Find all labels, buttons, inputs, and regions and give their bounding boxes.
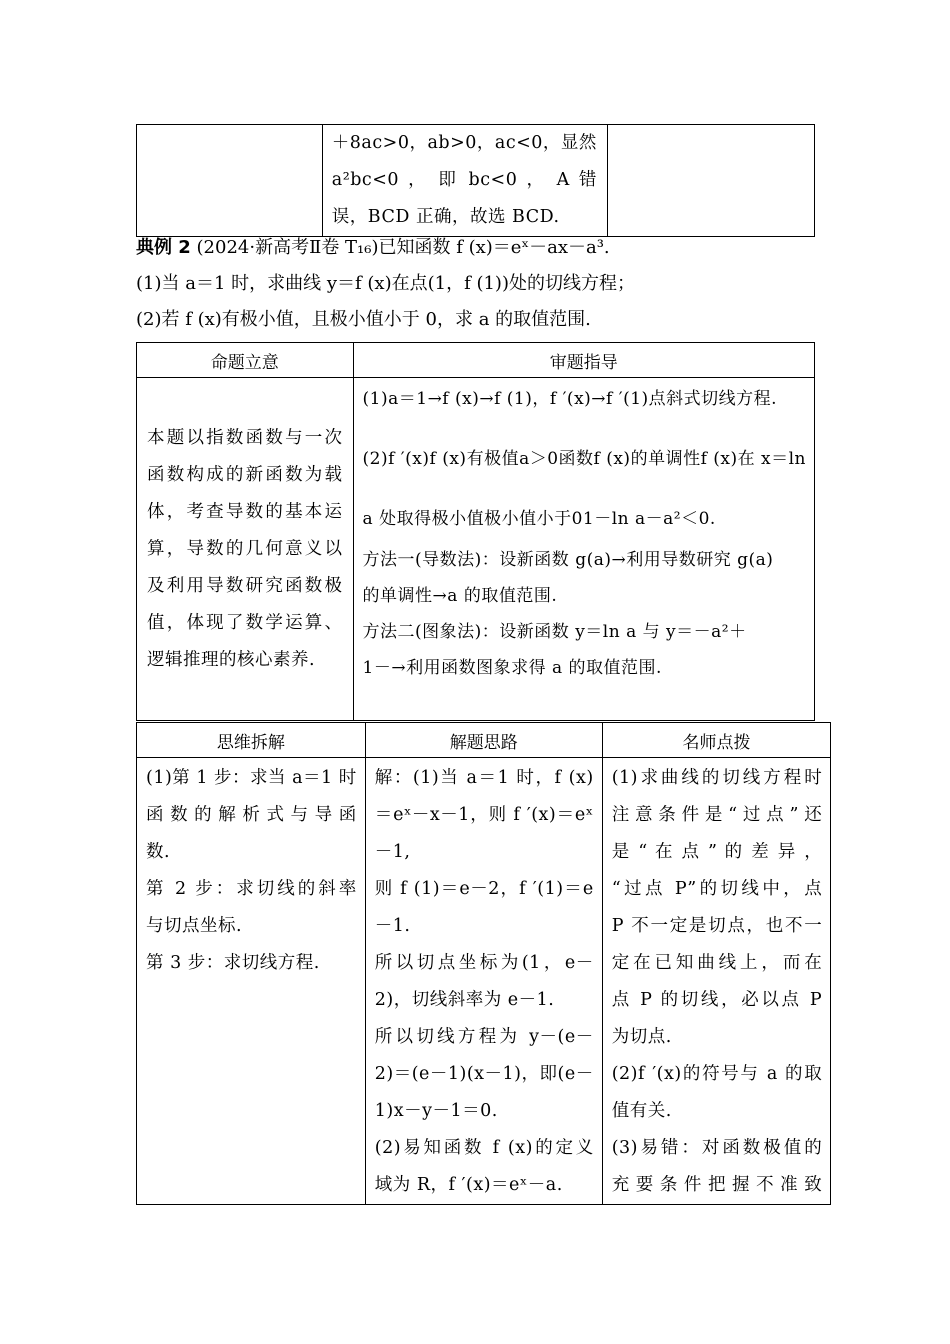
solution-cell <box>365 758 602 1205</box>
top-middle-cell <box>322 125 607 237</box>
tips-line: “过点 P”的切线中，点 <box>611 879 823 899</box>
top-line: ＋8ac>0，ab>0，ac<0，显然 <box>331 133 597 153</box>
top-left-cell <box>137 125 323 237</box>
tips-line: 是 “ 在 点 ” 的 差 异 ， <box>611 842 823 862</box>
intent-line: 及利用导数研究函数极 <box>147 575 343 596</box>
thinking-line: 第 2 步：求切线的斜率 <box>146 879 357 899</box>
top-line: a²bc<0 ， 即 bc<0 ， A 错 <box>331 170 597 190</box>
top-right-cell <box>607 125 814 237</box>
example-source: (2024·新高考Ⅱ卷 T₁₆)已知函数 f (x)＝eˣ－ax－a³. <box>196 237 610 258</box>
solution-line: 则 f (1)＝e－2，f ′(1)＝e <box>374 879 594 899</box>
intent-line: 逻辑推理的核心素养. <box>147 649 316 670</box>
tips-cell <box>602 758 831 1205</box>
header-intent: 命题立意 <box>137 343 354 378</box>
thinking-line: 第 3 步：求切线方程. <box>146 953 320 973</box>
solution-line: 1)x－y－1＝0. <box>374 1101 498 1121</box>
solution-line: 解：(1)当 a＝1 时，f (x) <box>374 768 594 788</box>
intent-cell <box>137 378 354 721</box>
guide-line: 的单调性→a 的取值范围. <box>362 586 558 606</box>
example-label: 典例 2 <box>136 237 191 258</box>
solution-line: (2)易知函数 f (x)的定义 <box>374 1138 594 1158</box>
intent-line: 体，考查导数的基本运 <box>147 501 343 522</box>
intent-line: 本题以指数函数与一次 <box>147 427 343 448</box>
solution-line: －1, <box>374 842 411 862</box>
thinking-line: 数. <box>146 842 171 862</box>
tips-line: 定在已知曲线上，而在 <box>611 953 823 973</box>
header-guide: 审题指导 <box>353 343 814 378</box>
solution-table <box>136 722 831 1205</box>
analysis-table <box>136 342 815 721</box>
guide-line: 方法二(图象法)：设新函数 y＝ln a 与 y＝－a²＋ <box>362 622 747 642</box>
tips-line: 充 要 条 件 把 握 不 准 致 <box>611 1175 823 1195</box>
thinking-line: 函数的解析式与导函 <box>146 805 357 825</box>
solution-line: 所以切线方程为 y－(e－ <box>374 1027 594 1047</box>
example-heading <box>136 230 610 266</box>
thinking-cell <box>137 758 366 1205</box>
solution-line: 2)＝(e－1)(x－1)，即(e－ <box>374 1064 594 1084</box>
guide-cell <box>353 378 814 721</box>
guide-line: (1)a＝1→f (x)→f (1)，f ′(x)→f ′(1)点斜式切线方程. <box>362 389 778 409</box>
solution-line: 2)，切线斜率为 e－1. <box>374 990 555 1010</box>
tips-line: P 不一定是切点，也不一 <box>611 916 823 936</box>
tips-line: (1)求曲线的切线方程时 <box>611 768 823 788</box>
tips-line: (3)易错：对函数极值的 <box>611 1138 823 1158</box>
intent-line: 值，体现了数学运算、 <box>147 612 343 633</box>
top-line: 误，BCD 正确，故选 BCD. <box>331 207 560 227</box>
header-tips: 名师点拨 <box>602 723 831 758</box>
guide-line: (2)f ′(x)f (x)有极值a＞0函数f (x)的单调性f (x)在 x＝ln <box>362 449 806 469</box>
header-thinking: 思维拆解 <box>137 723 366 758</box>
solution-line: 域为 R，f ′(x)＝eˣ－a. <box>374 1175 563 1195</box>
top-table <box>136 124 815 237</box>
question-1: (1)当 a＝1 时，求曲线 y＝f (x)在点(1，f (1))处的切线方程； <box>136 273 635 294</box>
tips-line: 点 P 的切线，必以点 P <box>611 990 823 1010</box>
tips-line: 注意条件是“过点”还 <box>611 805 823 825</box>
solution-line: －1. <box>374 916 411 936</box>
tips-line: 值有关. <box>611 1101 672 1121</box>
solution-line: ＝eˣ－x－1，则 f ′(x)＝eˣ <box>374 805 594 825</box>
guide-line: 方法一(导数法)：设新函数 g(a)→利用导数研究 g(a) <box>362 550 774 570</box>
guide-line: 1－→利用函数图象求得 a 的取值范围. <box>362 658 662 678</box>
intent-line: 算，导数的几何意义以 <box>147 538 343 559</box>
guide-line: a 处取得极小值极小值小于01－ln a－a²＜0. <box>362 509 716 529</box>
solution-line: 所以切点坐标为(1，e－ <box>374 953 594 973</box>
intent-line: 函数构成的新函数为载 <box>147 464 343 485</box>
thinking-line: 与切点坐标. <box>146 916 243 936</box>
thinking-line: (1)第 1 步：求当 a＝1 时 <box>146 768 357 788</box>
tips-line: 为切点. <box>611 1027 672 1047</box>
tips-line: (2)f ′(x)的符号与 a 的取 <box>611 1064 823 1084</box>
header-solution: 解题思路 <box>365 723 602 758</box>
question-2: (2)若 f (x)有极小值，且极小值小于 0，求 a 的取值范围. <box>136 309 591 330</box>
